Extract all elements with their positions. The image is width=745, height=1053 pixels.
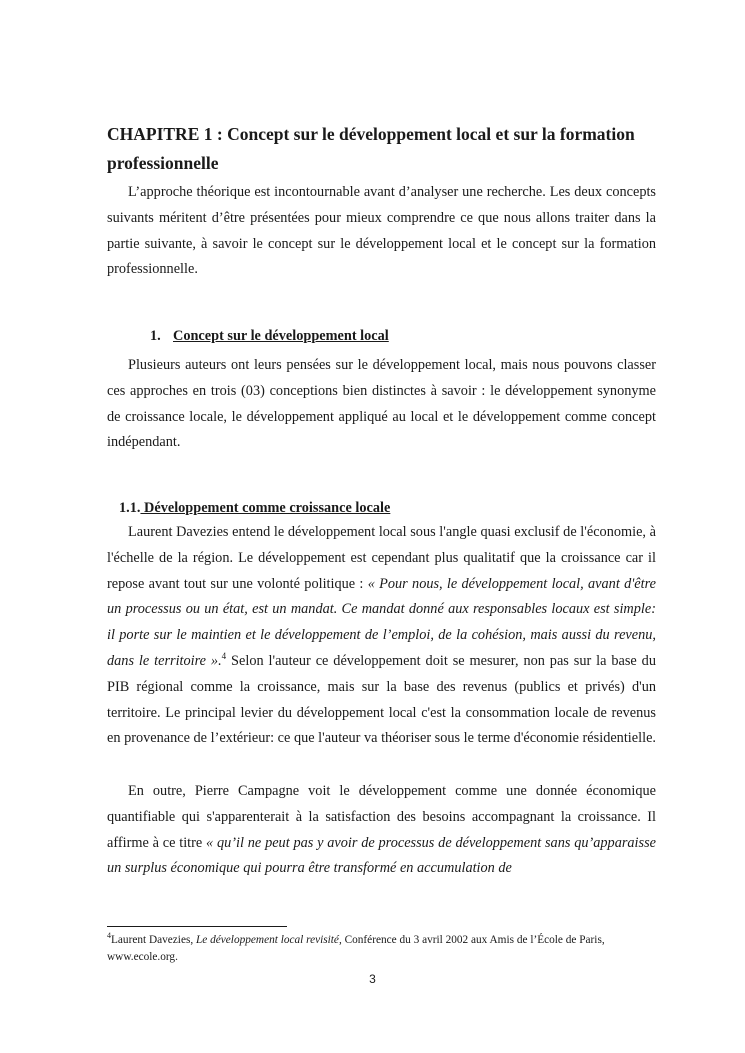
chapter-title: CHAPITRE 1 : Concept sur le développement local et sur la formation professionnelle	[107, 124, 635, 173]
subsection-number: 1.1.	[119, 500, 141, 516]
paragraph-text: En outre, Pierre Campagne voit le développement comme une donnée économique quantifiable qui s'apparenterait à la satisfaction des besoins accompagnant la croissance. Il affirme à ce titre	[107, 783, 656, 851]
quotation: « Pour nous, le développement local, avant d'être un processus ou un état, est un mandat. Ce mandat donné aux responsables locaux est simple: il porte sur le maintien et le développement de l’emploi, de la cohésion, mais aussi du revenu, dans le territoire ».	[107, 575, 656, 669]
intro-paragraph: L’approche théorique est incontournable avant d’analyser une recherche. Les deux concepts suivants méritent d’être présentées pour mieux comprendre ce que nous allons traiter dans la partie suivante, à savoir le concept sur le développement local et le concept sur la formation professionnelle.	[107, 184, 656, 278]
paragraph-text: Laurent Davezies entend le développement local sous l'angle quasi exclusif de l'économie, à l'échelle de la région. Le développement est cependant plus qualitatif que la croissance car il repose avant tout sur une volonté politique :	[107, 524, 656, 592]
footnote	[107, 932, 647, 966]
section-number: 1.	[150, 328, 161, 344]
section-title: Concept sur le développement local	[173, 328, 389, 344]
footnote-reference[interactable]: 4	[221, 650, 227, 661]
subsection-title: Développement comme croissance locale	[140, 500, 391, 516]
footnote-number: 4	[107, 931, 111, 940]
page-number: 3	[369, 972, 376, 986]
quotation: « qu’il ne peut pas y avoir de processus de développement sans qu’apparaisse un surplus économique qui pourra être transformé en accumulation de	[107, 834, 657, 877]
paragraph-text: Selon l'auteur ce développement doit se mesurer, non pas sur la base du PIB régional comme la croissance, mais sur la base des revenus (publics et privés) d'un territoire. Le principal levier du développement local c'est la consommation locale de revenus en provenance de l’extérieur: ce que l'auteur va théoriser sous le terme d'économie résidentielle.	[107, 652, 656, 747]
davezies-paragraph	[107, 520, 656, 752]
section-1-paragraph: Plusieurs auteurs ont leurs pensées sur le développement local, mais nous pouvons classer ces approches en trois (03) conceptions bien distinctes à savoir : le développement synonyme de croissance locale, le développement appliqué au local et le développement comme concept indépendant.	[107, 357, 656, 451]
section-heading-1	[150, 325, 389, 347]
footnote-work: Le développement local revisité,	[196, 934, 342, 946]
footnote-author: Laurent Davezies,	[111, 934, 196, 946]
campagne-paragraph	[107, 779, 656, 882]
section-heading-1-1	[119, 497, 390, 519]
footnote-details: Conférence du 3 avril 2002 aux Amis de l’École de Paris, www.ecole.org.	[107, 934, 605, 963]
footnote-separator	[107, 926, 287, 927]
